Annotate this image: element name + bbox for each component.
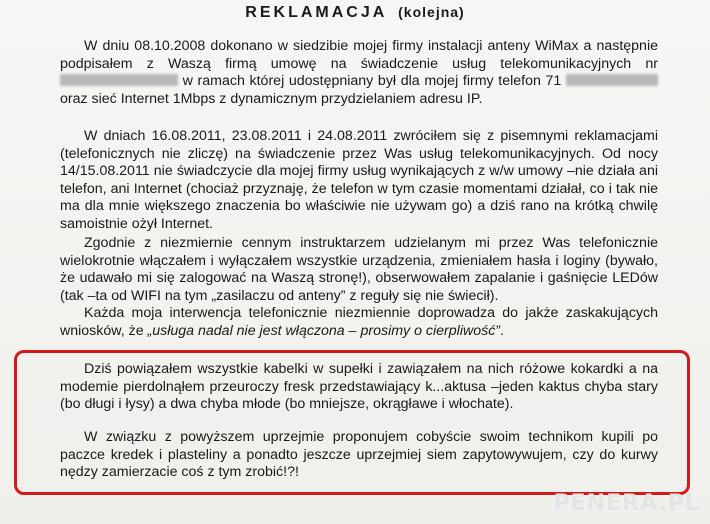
- title-subtitle: (kolejna): [398, 4, 465, 20]
- paragraph-4: Każda moja interwencja telefonicznie niezmiennie doprowadza do jakże zaskakujących wniosków, że „usługa nadal nie jest włączona – prosimy o cierpliwość”.: [60, 305, 658, 339]
- redacted-phone-number: [566, 74, 658, 86]
- paragraph-3: Zgodnie z niezmiernie cennym instruktarzem udzielanym mi przez Was telefonicznie wielokrotnie włączałem i wyłączałem wszystkie urządzenia, zmieniałem hasła i loginy (bywało, że udawało mi się zalogować na Waszą stronę!), obserwowałem zapalanie i gaśnięcie LEDów (tak –ta od WIFI na tym „zasilaczu od anteny” z reguły się nie świecił).: [60, 235, 658, 304]
- watermark: PENERA.PL: [553, 491, 700, 516]
- title-main: REKLAMACJA: [245, 4, 387, 21]
- paragraph-2: W dniach 16.08.2011, 23.08.2011 i 24.08.2011 zwróciłem się z pisemnymi reklamacjami (telefonicznych nie zliczę) na świadczenie przez Was usług telekomunikacyjnych. Od nocy 14/15.08.2011 nie świadczycie dla mojej firmy usług wynikających z w/w umowy –nie działa ani telefon, ani Internet (chociaż przyznaję, że telefon w tym czasie momentami działał, co i tak nie ma dla mnie większego znaczenia bo właściwie nie używam go) a dziś rano na krótką chwilę samoistnie ożył Internet.: [60, 128, 658, 232]
- redacted-contract-number: [60, 74, 178, 86]
- quoted-response: „usługa nadal nie jest włączona – prosimy o cierpliwość”: [147, 322, 501, 339]
- paragraph-6: W związku z powyższem uprzejmie proponujem cobyście swoim technikom kupili po paczce kredek i plasteliny a ponadto jeszcze uprzejmiej siem zapytowywujem, czy do kurwy nędzy zamierzacie coś z tym zrobić!?!: [60, 429, 658, 480]
- paragraph-5: Dziś powiązałem wszystkie kabelki w supełki i zawiązałem na nich różowe kokardki a na modemie pierdolnąłem przeuroczy fresk przedstawiający k...aktusa –jeden kaktus chyba stary (bo długi i łysy) a dwa chyba młode (bo mniejsze, okrągławe i włochate).: [60, 361, 658, 412]
- paragraph-1: W dniu 08.10.2008 dokonano w siedzibie mojej firmy instalacji anteny WiMax a następnie podpisałem z Waszą firmą umowę na świadczenie usług telekomunikacyjnych nr w ramach której udostępniany był dla mojej firmy telefon 71 oraz sieć Internet 1Mbps z dynamicznym przydzielaniem adresu IP.: [60, 38, 658, 107]
- document-title: [0, 4, 710, 22]
